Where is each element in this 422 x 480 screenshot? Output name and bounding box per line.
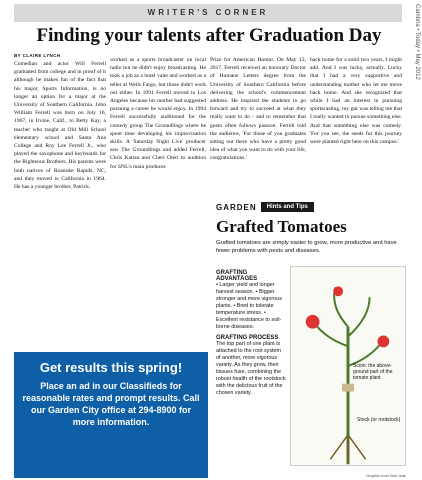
graphic-credit: Graphic from Bob Isak — [366, 473, 406, 478]
classified-ad[interactable] — [14, 352, 208, 478]
article-headline: Finding your talents after Graduation Day — [36, 25, 382, 46]
process-text: The top part of one plant is attached to the root system of another, more vigorous variety. As they grow, their tissues fuse, combining the robust health of the rootstock with the delicious fruit of the chosen variety. — [216, 341, 286, 396]
ad-headline: Get results this spring! — [39, 360, 183, 375]
advantages-heading: GRAFTING ADVANTAGES — [216, 270, 258, 282]
scion-label: Scion: the above-ground part of the tomato plant — [353, 363, 393, 381]
article-column-4: back home for a solid two years, I might add. And I was lucky, actually. Lucky that I had a very supportive and understanding mother who let me move back home. And she recognized that while I had an interest in pursuing sportscasting, my gut was telling me that I really wanted to pursue something else. And that something else was comedy. 'For you see, the seeds for this journey were planted right here on this campus.' — [310, 57, 402, 146]
article-column-1: Comedian and actor Will Ferrell graduated from college and in proof of it although he makes fun of the fact that his major, Sports Information, is no longer an option for a major at the University of Southern California. John William Ferrell was born on July 16, 1967, in Irvine, Calif., to Betty Kay, a teacher who taught at Old Mill School elementary school and Santa Ana College and Roy Lee Ferrell Jr., who played the saxophone and keyboards for the Righteous Brothers. His parents were both natives of Roanoke Rapids, NC, and they moved to California in 1964. He has a younger brother, Patrick. — [14, 61, 106, 191]
advantages-list: • Larger yield and longer harvest season. • Bigger stronger and more vigorous plants. • Bred to tolerate temperature stress. • Excellent resistance to soil-borne diseases. — [216, 282, 282, 330]
stock-label: Stock (or rootstock) — [357, 417, 401, 423]
article-column-2: worked as a sports broadcaster on local radio but he didn't enjoy broadcasting. He took a job as a hotel valet and worked as a teller at Wells Fargo, but those didn't work out either. In 1991 Ferrell moved to Los Angeles because his mother had suggested pursuing a career he would enjoy. In 1994 Ferrell successfully auditioned for the comedy group The Groundlings where he spent time developing his improvisation skills. A 'Saturday Night Live' producer saw The Groundlings and added Ferrell, Chris Kattan and Cheri Oteri to audition for SNL's main producer. — [110, 57, 206, 170]
garden-title: Grafted Tomatoes — [216, 217, 347, 236]
process-heading: GRAFTING PROCESS — [216, 335, 279, 341]
garden-intro: Grafted tomatoes are simply easier to grow, more productive and have fewer problems with pests and diseases. — [216, 240, 397, 254]
article-byline: BY CLAIRE LYNCH — [14, 53, 61, 58]
page-side-info: Cambria • Today • May 2012 — [414, 4, 420, 80]
section-band: WRITER'S CORNER — [14, 4, 402, 22]
garden-tag: GARDEN — [216, 202, 257, 212]
garden-tips-box — [216, 200, 406, 478]
hints-tag: Hints and Tips — [261, 202, 314, 212]
garden-left-column — [216, 266, 286, 397]
ad-body: Place an ad in our Classifieds for reasonable rates and prompt results. Call our Garden City office at 294-8900 for more information. — [22, 381, 200, 427]
article-column-3: Prize for American Humor. On May 13, 2017, Ferrell received an honorary Doctor of Humane Letters degree from the University of Southern California before delivering the school's commencement address. He inspired the students to go forward and try to succeed at what they really want to do - and to remember that gusto often follows passion. Ferrell told the audience, 'For those of you graduates sitting out there who have a pretty good idea of what you want to do with your life, congratulations.' — [210, 57, 306, 162]
tomato-graft-illustration — [290, 266, 406, 466]
